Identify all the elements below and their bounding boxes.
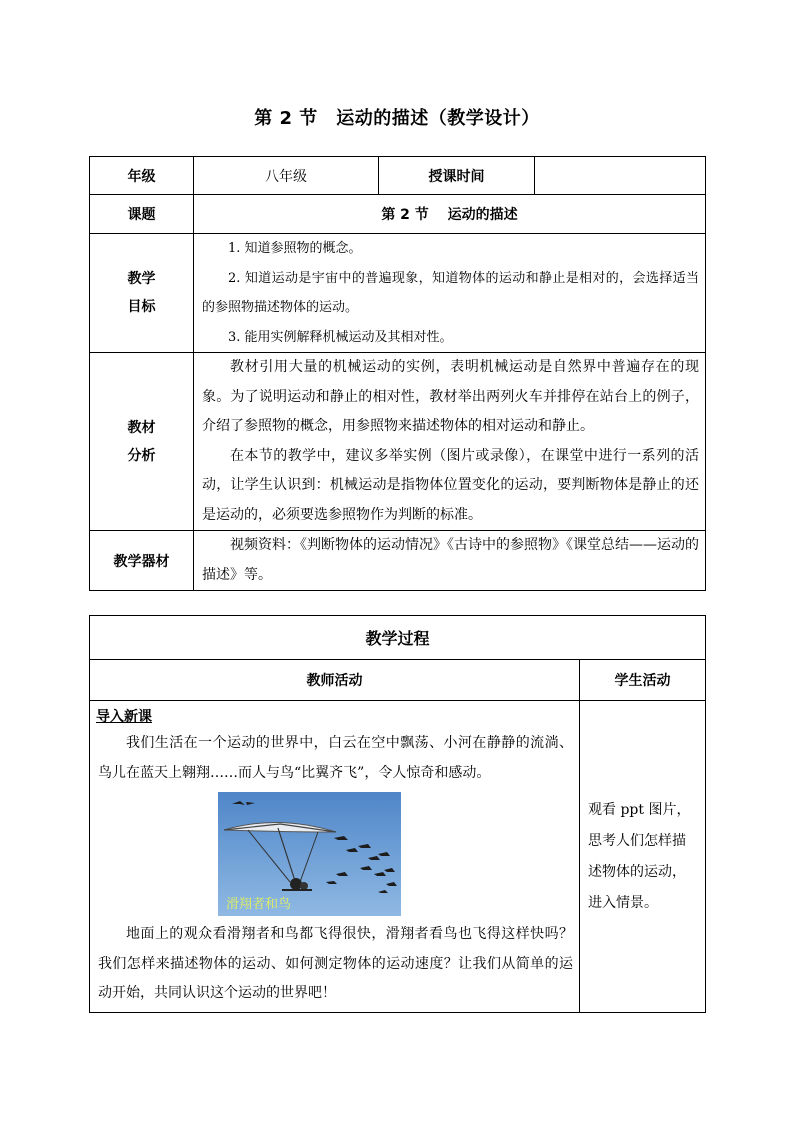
topic-label: 课题 [90,195,194,234]
class-time-value [535,157,706,195]
topic-value: 第 2 节 运动的描述 [194,195,706,234]
lesson-info-table [89,156,706,591]
intro-row [90,701,706,1013]
goal-item: 3. 能用实例解释机械运动及其相对性。 [228,329,453,345]
teacher-activity-header: 教师活动 [90,660,580,701]
topic-row [90,195,706,234]
question-paragraph: 地面上的观众看滑翔者和鸟都飞得很快，滑翔者看鸟也飞得这样快吗？我们怎样来描述物体的运动、如何测定物体的运动速度？让我们从简单的运动开始，共同认识这个运动的世界吧！ [98,926,573,1001]
goal-item: 2. 知道运动是宇宙中的普遍现象，知道物体的运动和静止是相对的，会选择适当的参照物描述物体的运动。 [202,270,699,315]
goals-row [90,234,706,353]
goals-label-line2: 目标 [127,299,156,315]
class-time-label: 授课时间 [379,157,535,195]
grade-label: 年级 [90,157,194,195]
equipment-label: 教学器材 [90,531,194,591]
grade-row [90,157,706,195]
process-heading-row [90,616,706,660]
analysis-row [90,353,706,531]
process-columns-row [90,660,706,701]
analysis-cell [194,353,706,531]
goals-label-line1: 教学 [127,271,156,287]
section-title: 导入新课 [96,709,152,725]
teaching-process-table [89,615,706,1013]
image-caption: 滑翔者和鸟 [226,897,292,912]
grade-value: 八年级 [194,157,379,195]
analysis-paragraph: 在本节的教学中，建议多举实例（图片或录像），在课堂中进行一系列的活动，让学生认识到：机械运动是指物体位置变化的运动，要判断物体是静止的还是运动的，必须要选参照物作为判断的标准。 [202,447,699,523]
student-activity-cell: 观看 ppt 图片，思考人们怎样描述物体的运动，进入情景。 [580,701,706,1013]
equipment-cell [194,531,706,591]
process-heading: 教学过程 [90,616,706,660]
goal-item: 1. 知道参照物的概念。 [228,241,362,256]
student-activity-header: 学生活动 [580,660,706,701]
goals-label-cell [90,234,194,353]
equipment-text: 视频资料：《判断物体的运动情况》《古诗中的参照物》《课堂总结——运动的描述》等。 [202,537,699,583]
page-title: 第 2 节 运动的描述（教学设计） [254,108,540,129]
intro-paragraph: 我们生活在一个运动的世界中，白云在空中飘荡、小河在静静的流淌、鸟儿在蓝天上翱翔……而人与鸟“比翼齐飞”，令人惊奇和感动。 [98,735,573,781]
analysis-label-line1: 教材 [127,419,156,436]
equipment-row [90,531,706,591]
glider-and-birds-image [218,792,401,916]
teacher-activity-cell [90,701,580,1013]
analysis-label-cell [90,353,194,531]
analysis-paragraph: 教材引用大量的机械运动的实例，表明机械运动是自然界中普遍存在的现象。为了说明运动和静止的相对性，教材举出两列火车并排停在站台上的例子，介绍了参照物的概念，用参照物来描述物体的相对运动和静止。 [202,359,699,434]
analysis-label-line2: 分析 [127,447,156,464]
goals-cell [194,234,706,353]
